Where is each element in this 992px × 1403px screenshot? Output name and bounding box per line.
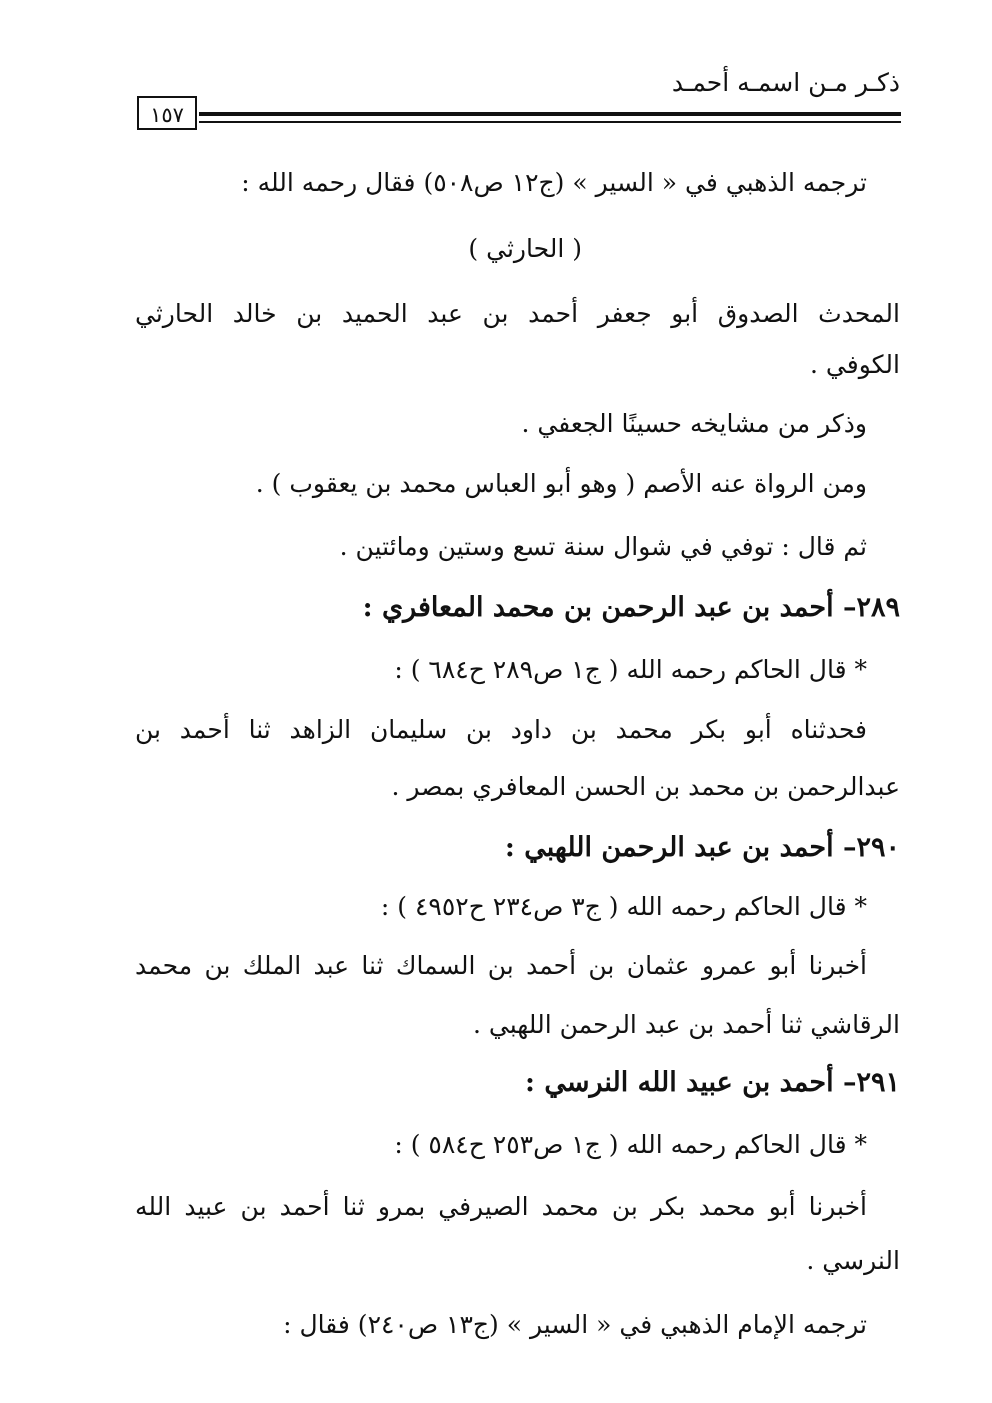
page-number: ١٥٧ [137, 96, 197, 130]
text-line: ثم قال : توفي في شوال سنة تسع وستين ومائتين . [339, 532, 867, 561]
subheading-harithi: ( الحارثي ) [468, 234, 582, 263]
text-line: أخبرنا أبو عمرو عثمان بن أحمد بن السماك ثنا عبد الملك بن محمد [135, 951, 867, 980]
text-line: المحدث الصدوق أبو جعفر أحمد بن عبد الحميد بن خالد الحارثي [135, 299, 900, 328]
text-line: ترجمه الذهبي في « السير » (ج١٢ ص٥٠٨) فقال رحمه الله : [241, 168, 867, 197]
text-line: أخبرنا أبو محمد بكر بن محمد الصيرفي بمرو ثنا أحمد بن عبيد الله [135, 1192, 867, 1221]
text-line: الرقاشي ثنا أحمد بن عبد الرحمن اللهبي . [473, 1010, 900, 1039]
text-line: الكوفي . [810, 350, 900, 379]
text-line: وذكر من مشايخه حسينًا الجعفي . [521, 409, 867, 438]
text-line: النرسي . [806, 1246, 900, 1275]
text-line: * قال الحاكم رحمه الله ( ج١ ص٢٥٣ ح٥٨٤ ) : [394, 1130, 867, 1159]
entry-heading-290: ٢٩٠– أحمد بن عبد الرحمن اللهبي : [504, 832, 900, 863]
text-line: عبدالرحمن بن محمد بن الحسن المعافري بمصر . [391, 772, 900, 801]
text-line: ترجمه الإمام الذهبي في « السير » (ج١٣ ص٢٤٠) فقال : [283, 1310, 867, 1339]
header-rule-thick [199, 112, 901, 116]
text-line: فحدثناه أبو بكر محمد بن داود بن سليمان الزاهد ثنا أحمد بن [135, 715, 867, 744]
text-line: * قال الحاكم رحمه الله ( ج١ ص٢٨٩ ح٦٨٤ ) : [394, 655, 867, 684]
text-line: * قال الحاكم رحمه الله ( ج٣ ص٢٣٤ ح٤٩٥٢ ) : [380, 892, 867, 921]
running-header: ذكـر مـن اسمـه أحمـد [671, 68, 900, 97]
entry-heading-291: ٢٩١– أحمد بن عبيد الله النرسي : [524, 1067, 900, 1098]
header-rule-thin [199, 121, 901, 123]
entry-heading-289: ٢٨٩– أحمد بن عبد الرحمن بن محمد المعافري : [362, 592, 900, 623]
text-line: ومن الرواة عنه الأصم ( وهو أبو العباس محمد بن يعقوب ) . [255, 469, 867, 498]
